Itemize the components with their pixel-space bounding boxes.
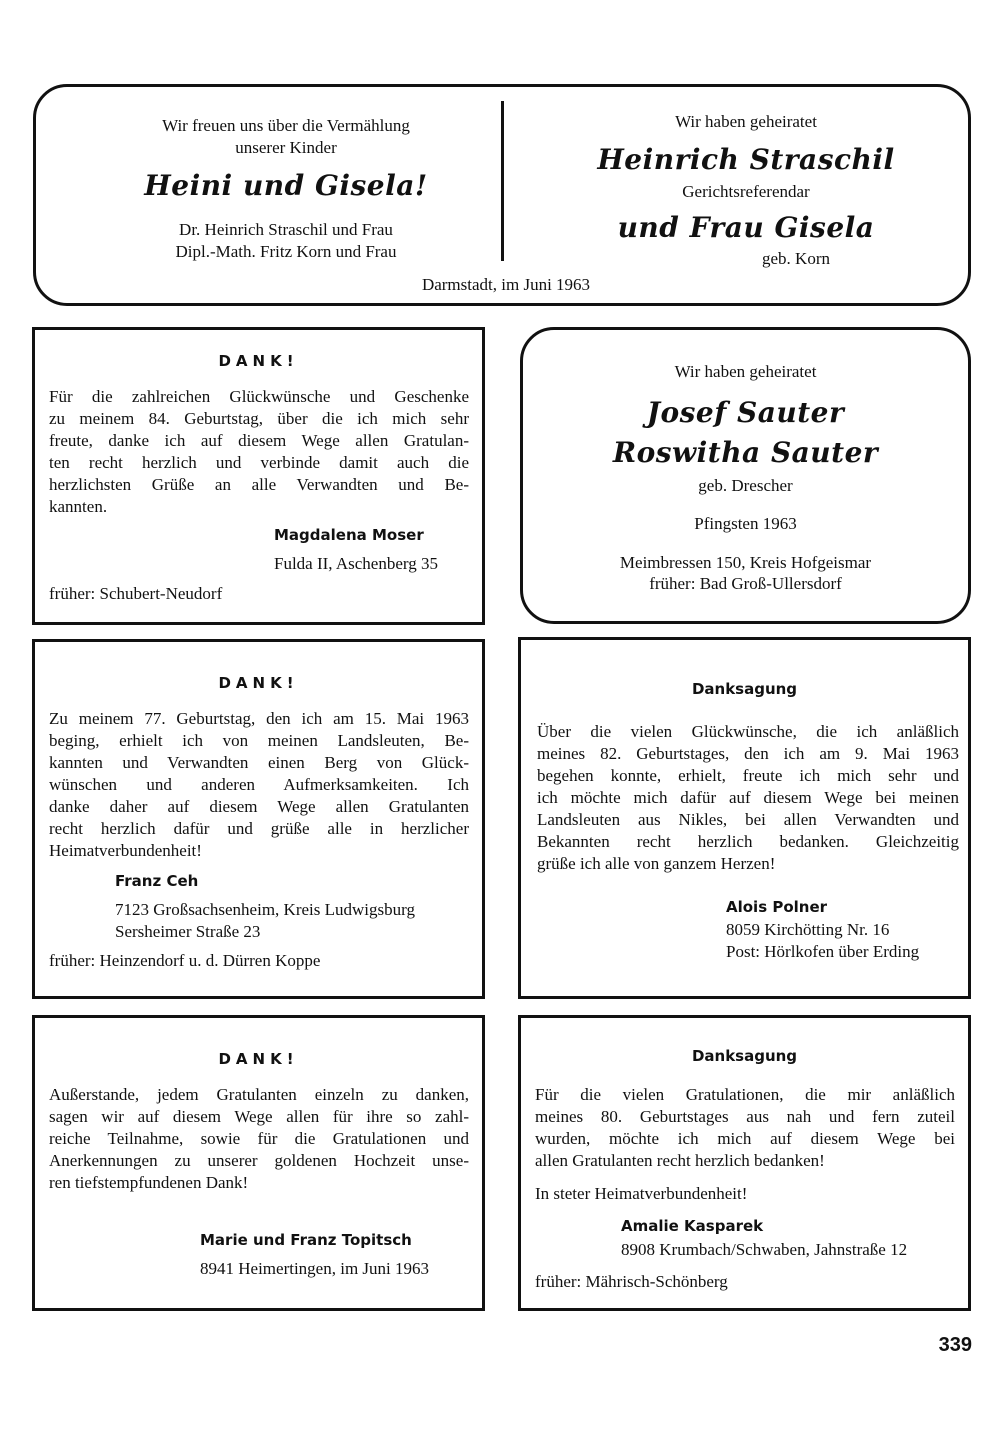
text-line: ren tiefstempfundenen Dank!	[49, 1173, 249, 1192]
wedding-parents-2: Dipl.-Math. Fritz Korn und Frau	[175, 242, 397, 261]
danksagung-polner-box	[518, 637, 971, 999]
dank-topitsch-address: 8941 Heimertingen, im Juni 1963	[200, 1259, 430, 1278]
text-line: meines 80. Geburtstages aus nah und fern zuteil	[535, 1107, 955, 1126]
text-line: freute, danke ich auf diesem Wege allen Gratulan-	[49, 431, 469, 450]
dank-topitsch-box	[32, 1015, 485, 1311]
text-line: danke daher auf diesem Wege allen Gratulanten	[49, 797, 469, 816]
danksagung-kasparek-heading: Danksagung	[691, 1047, 798, 1065]
dank-ceh-text	[49, 708, 469, 862]
wedding-left-line1: Wir freuen uns über die Vermählung	[162, 116, 410, 135]
text-line: grüße ich alle von ganzem Herzen!	[537, 854, 776, 873]
text-line: kannten und Verwandten einen Berg von Glück-	[49, 753, 469, 772]
text-line: beging, erhielt ich von meinen Landsleuten, Be-	[49, 731, 469, 750]
wedding-groom-name: Heinrich Straschil	[597, 143, 895, 176]
text-line: Für die zahlreichen Glückwünsche und Geschenke	[49, 387, 469, 406]
wedding-couple-names: Heini und Gisela!	[144, 169, 428, 202]
dank-moser-text	[49, 386, 469, 518]
danksagung-polner-signature: Alois Polner	[726, 898, 828, 916]
text-line: zu meinem 84. Geburtstag, über die ich mich sehr	[49, 409, 469, 428]
text-line: wünschen und anderen Aufmerksamkeiten. Ich	[49, 775, 469, 794]
wedding-notice-box	[33, 84, 971, 306]
wedding-parents-1: Dr. Heinrich Straschil und Frau	[179, 220, 393, 239]
wedding-right-heading: Wir haben geheiratet	[675, 112, 817, 131]
sauter-bride-name: Roswitha Sauter	[612, 436, 879, 469]
danksagung-kasparek-box	[518, 1015, 971, 1311]
text-line: wurden, möchte ich mich auf diesem Wege bei	[535, 1129, 955, 1148]
wedding-divider	[501, 101, 504, 261]
danksagung-kasparek-address: 8908 Krumbach/Schwaben, Jahnstraße 12	[621, 1240, 908, 1259]
text-line: recht herzlich dafür und grüße alle in herzlicher	[49, 819, 469, 838]
sauter-address: Meimbressen 150, Kreis Hofgeismar	[619, 553, 872, 572]
dank-moser-signature: Magdalena Moser	[274, 526, 424, 544]
wedding-place-date: Darmstadt, im Juni 1963	[421, 275, 591, 294]
text-line: Zu meinem 77. Geburtstag, den ich am 15. Mai 1963	[49, 709, 469, 728]
text-line: reiche Teilnahme, sowie für die Gratulationen und	[49, 1129, 469, 1148]
wedding-groom-title: Gerichtsreferendar	[682, 182, 810, 201]
text-line: Bekannten recht herzlich bedanken. Gleichzeitig	[537, 832, 959, 851]
danksagung-kasparek-closing: In steter Heimatverbundenheit!	[535, 1184, 748, 1203]
danksagung-kasparek-signature: Amalie Kasparek	[621, 1217, 764, 1235]
dank-moser-heading: DANK!	[218, 352, 299, 370]
dank-ceh-signature: Franz Ceh	[115, 872, 199, 890]
sauter-date: Pfingsten 1963	[694, 514, 797, 533]
wedding-left-line2: unserer Kinder	[235, 138, 337, 157]
sauter-bride-maiden: geb. Drescher	[698, 476, 793, 495]
dank-moser-address: Fulda II, Aschenberg 35	[274, 554, 438, 573]
sauter-notice-box	[520, 327, 971, 624]
text-line: ich möchte mich dafür auf diesem Wege bei meinen	[537, 788, 959, 807]
text-line: herzlichsten Grüße an alle Verwandten und Be-	[49, 475, 469, 494]
sauter-heading: Wir haben geheiratet	[674, 362, 817, 381]
text-line: Für die vielen Gratulationen, die mir anläßlich	[535, 1085, 955, 1104]
text-line: Über die vielen Glückwünsche, die ich anläßlich	[537, 722, 959, 741]
text-line: meines 82. Geburtstages, den ich am 9. Mai 1963	[537, 744, 959, 763]
text-line: begehen konnte, erhielt, freute ich mich sehr und	[537, 766, 959, 785]
dank-topitsch-signature: Marie und Franz Topitsch	[200, 1231, 412, 1249]
danksagung-kasparek-former: früher: Mährisch-Schönberg	[535, 1272, 728, 1291]
text-line: sagen wir auf diesem Wege allen für ihre so zahl-	[49, 1107, 469, 1126]
dank-ceh-heading: DANK!	[218, 674, 299, 692]
text-line: ten recht herzlich und verbinde damit auch die	[49, 453, 469, 472]
dank-moser-box	[32, 327, 485, 625]
dank-topitsch-text	[49, 1084, 469, 1194]
text-line: Außerstande, jedem Gratulanten einzeln zu danken,	[49, 1085, 469, 1104]
danksagung-polner-address-1: 8059 Kirchötting Nr. 16	[726, 920, 890, 939]
dank-ceh-address-1: 7123 Großsachsenheim, Kreis Ludwigsburg	[115, 900, 415, 919]
text-line: kannten.	[49, 497, 108, 516]
dank-ceh-box	[32, 639, 485, 999]
sauter-groom-name: Josef Sauter	[646, 396, 845, 429]
dank-ceh-address-2: Sersheimer Straße 23	[115, 922, 261, 941]
dank-moser-former: früher: Schubert-Neudorf	[49, 584, 223, 603]
dank-ceh-former: früher: Heinzendorf u. d. Dürren Koppe	[49, 951, 321, 970]
wedding-bride-maiden: geb. Korn	[762, 249, 830, 268]
page-number: 339	[938, 1334, 972, 1356]
danksagung-polner-address-2: Post: Hörlkofen über Erding	[726, 942, 920, 961]
wedding-bride-name: und Frau Gisela	[617, 211, 875, 244]
text-line: allen Gratulanten recht herzlich bedanken!	[535, 1151, 825, 1170]
danksagung-kasparek-text	[535, 1084, 955, 1172]
text-line: Anerkennungen zu unserer goldenen Hochzeit unse-	[49, 1151, 469, 1170]
sauter-former: früher: Bad Groß-Ullersdorf	[649, 574, 842, 593]
text-line: Landsleuten aus Nikles, bei allen Verwandten und	[537, 810, 959, 829]
danksagung-polner-heading: Danksagung	[691, 680, 798, 698]
text-line: Heimatverbundenheit!	[49, 841, 202, 860]
danksagung-polner-text	[537, 721, 959, 875]
dank-topitsch-heading: DANK!	[218, 1050, 299, 1068]
